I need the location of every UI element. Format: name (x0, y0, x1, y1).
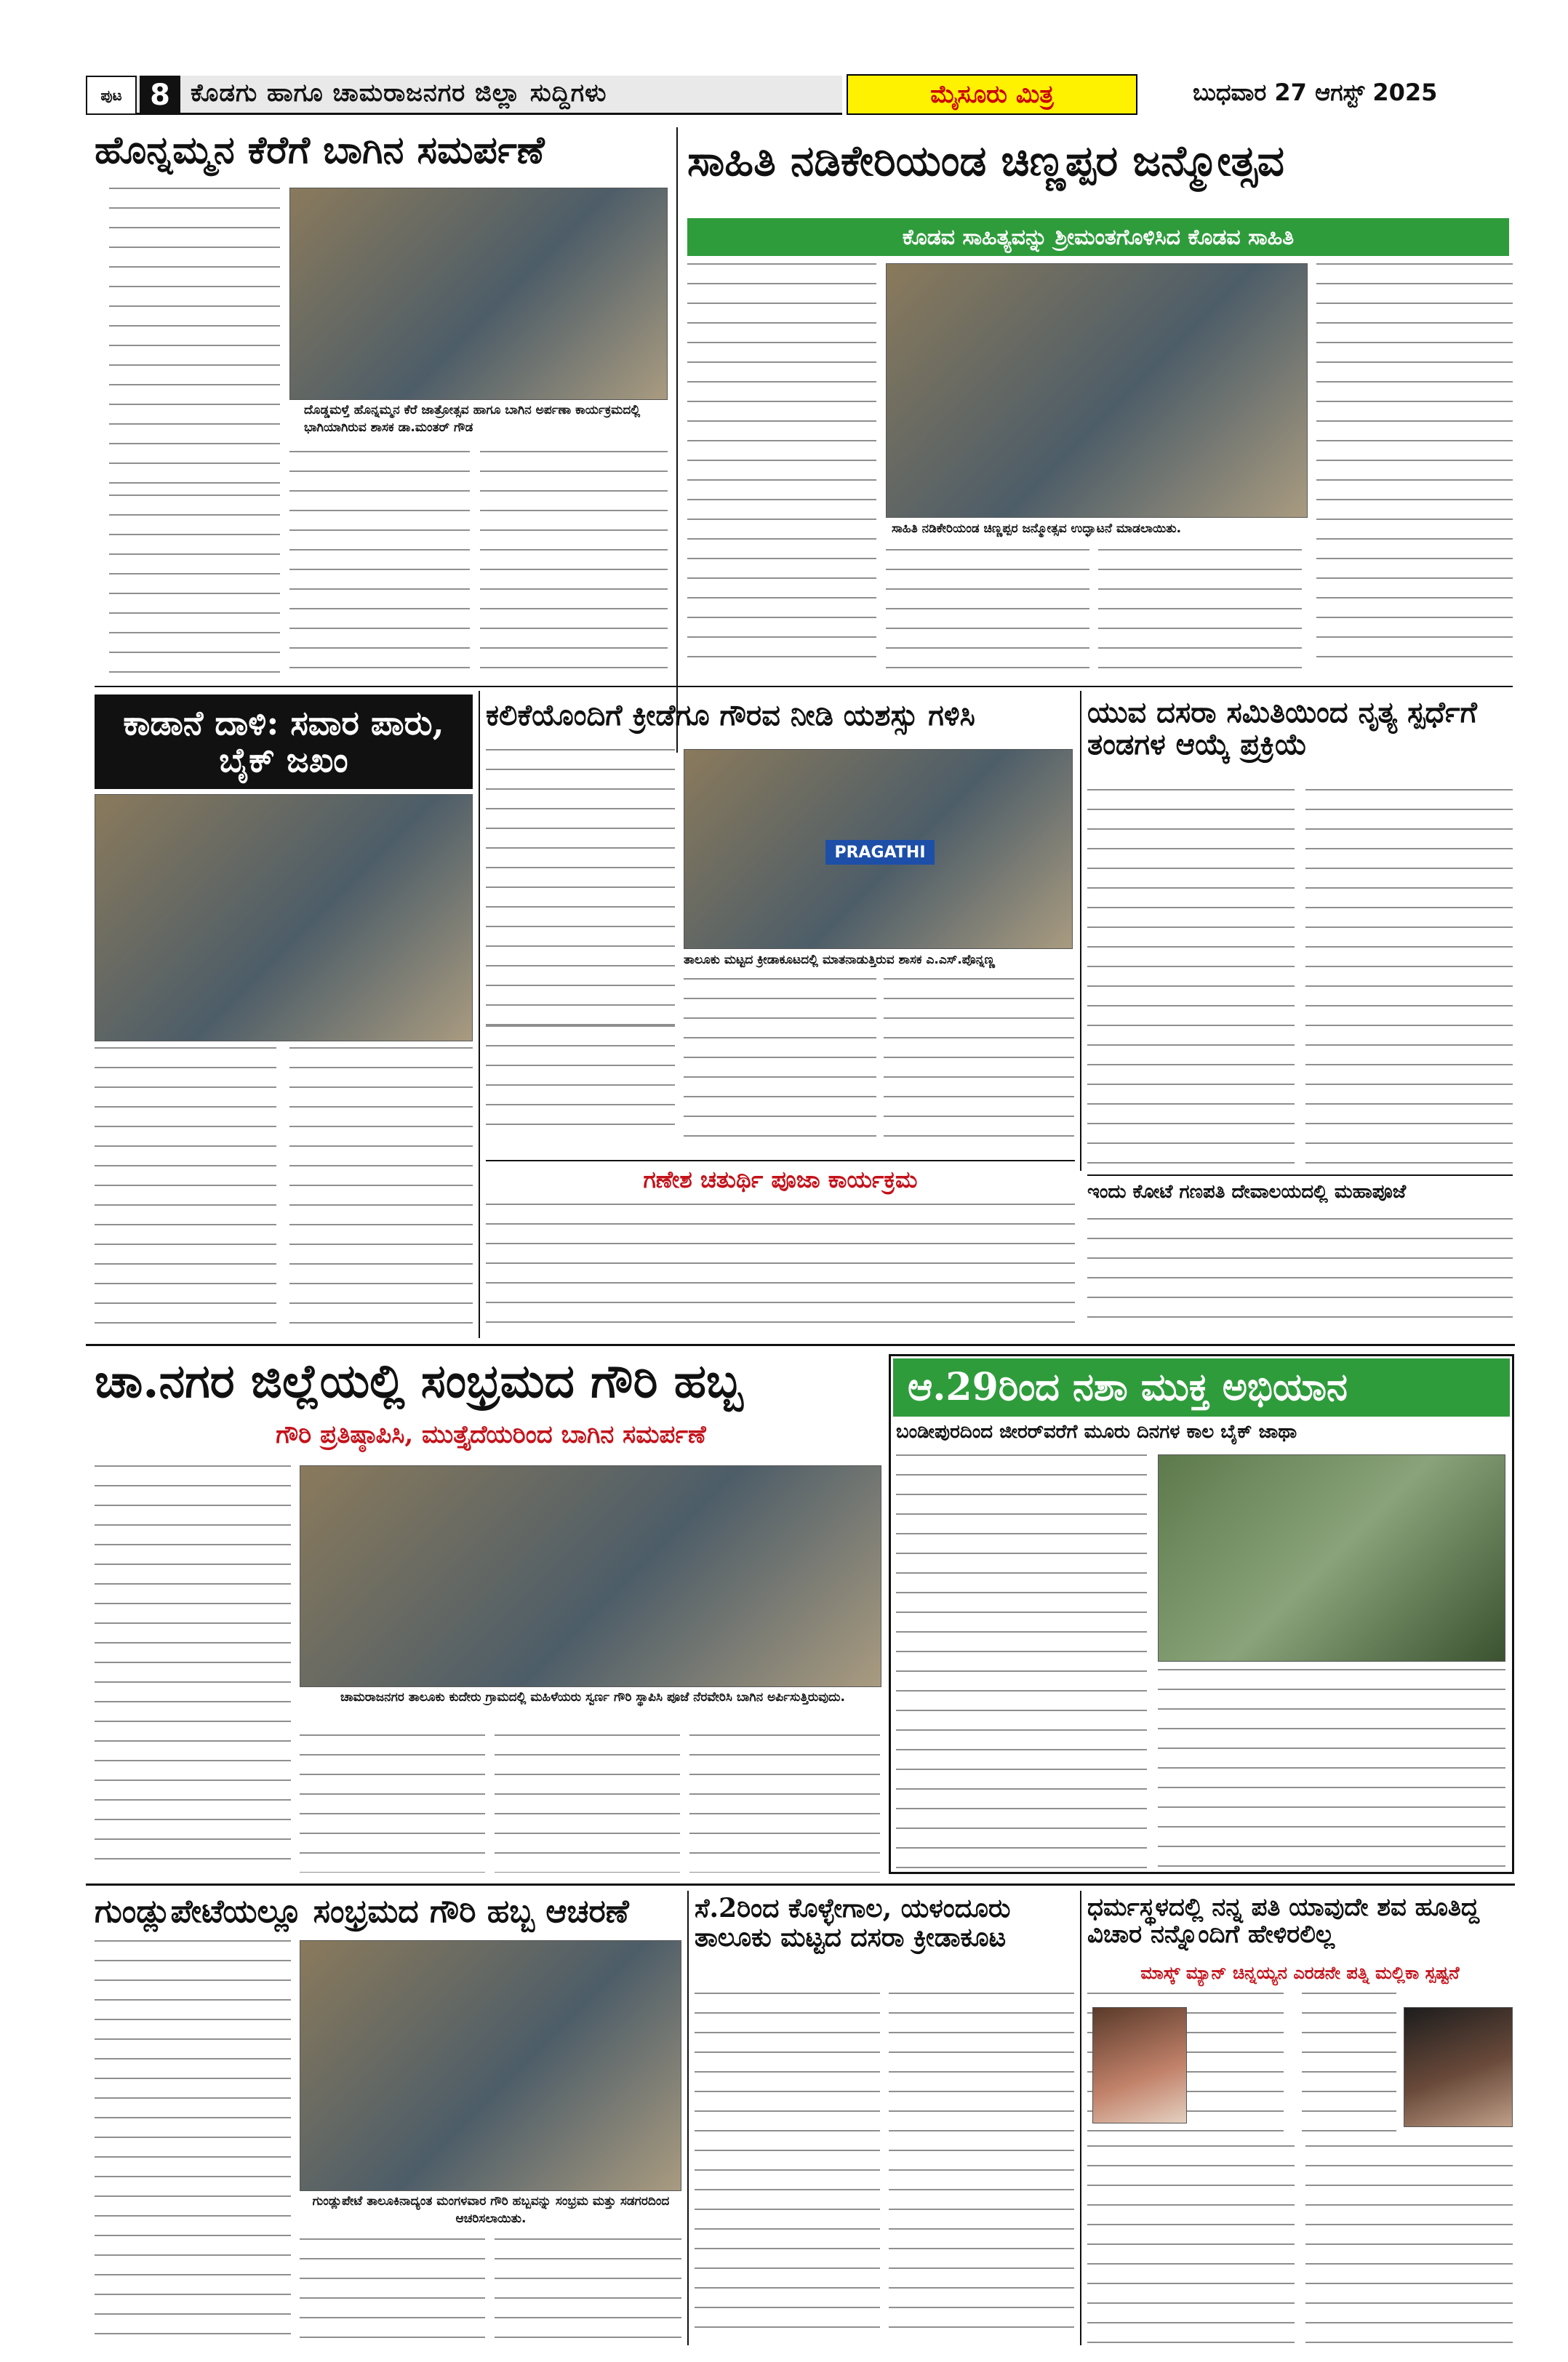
story8-subheadline: ಗೌರಿ ಪ್ರತಿಷ್ಠಾಪಿಸಿ, ಮುತ್ತೈದೆಯರಿಂದ ಬಾಗಿನ ಸಮರ್ಪಣೆ (276, 1420, 706, 1449)
story10-photo (300, 1940, 681, 2191)
story5-text-col2 (1305, 789, 1513, 1167)
divider (1087, 1174, 1513, 1176)
story11-text-col2 (889, 1993, 1074, 2344)
divider (1080, 1891, 1081, 2345)
story4-headline: ಕಲಿಕೆಯೊಂದಿಗೆ ಕ್ರೀಡೆಗೂ ಗೌರವ ನೀಡಿ ಯಶಸ್ಸು ಗಳಿಸಿ (486, 698, 975, 732)
story8-text-col3 (495, 1734, 680, 1873)
story10-headline: ಗುಂಡ್ಲುಪೇಟೆಯಲ್ಲೂ ಸಂಭ್ರಮದ ಗೌರಿ ಹಬ್ಬ ಆಚರಣೆ (95, 1893, 629, 1930)
story3-text-col1 (95, 1047, 276, 1338)
story5-headline: ಯುವ ದಸರಾ ಸಮಿತಿಯಿಂದ ನೃತ್ಯ ಸ್ಪರ್ಧೆಗೆ ತಂಡಗಳ ಆಯ್ಕೆ ಪ್ರಕ್ರಿಯೆ (1087, 695, 1477, 761)
story1-caption: ದೊಡ್ಡಮಳ್ತೆ ಹೊನ್ನಮ್ಮನ ಕೆರೆ ಜಾತ್ರೋತ್ಸವ ಹಾಗೂ ಬಾಗಿನ ಅರ್ಪಣಾ ಕಾರ್ಯಕ್ರಮದಲ್ಲಿ ಭಾಗಿಯಾಗಿರುವ ಶಾಸಕ ಡಾ.ಮಂತರ್ ಗೌಡ (304, 401, 660, 442)
page-number: 8 (140, 76, 180, 115)
divider (486, 1160, 1075, 1161)
story6-headline: ಗಣೇಶ ಚತುರ್ಥಿ ಪೂಜಾ ಕಾರ್ಯಕ್ರಮ (643, 1166, 918, 1193)
section-title: ಕೊಡಗು ಹಾಗೂ ಚಾಮರಾಜನಗರ ಜಿಲ್ಲಾ ಸುದ್ದಿಗಳು (191, 79, 607, 108)
story8-text-col1 (95, 1465, 291, 1873)
story2-text-col1 (687, 263, 876, 670)
divider (86, 1344, 1515, 1346)
story5-text-col1 (1087, 789, 1295, 1167)
story12-text-col3 (1087, 2145, 1295, 2344)
story8-text-col4 (689, 1734, 880, 1873)
story11-headline: ಸೆ.2ರಿಂದ ಕೊಳ್ಳೇಗಾಲ, ಯಳಂದೂರು ತಾಲೂಕು ಮಟ್ಟದ ದಸರಾ ಕ್ರೀಡಾಕೂಟ (695, 1893, 1011, 1953)
story4-text-col3 (884, 978, 1074, 1153)
story4-banner: PRAGATHI (825, 840, 935, 865)
issue-date: ಬುಧವಾರ 27 ಆಗಸ್ಟ್ 2025 (1193, 79, 1438, 106)
story1-photo (289, 188, 668, 400)
story1-text-col2 (289, 451, 470, 684)
divider (95, 686, 1513, 687)
story10-caption: ಗುಂಡ್ಲುಪೇಟೆ ತಾಲೂಕಿನಾದ್ಯಂತ ಮಂಗಳವಾರ ಗೌರಿ ಹಬ್ಬವನ್ನು ಸಂಭ್ರಮ ಮತ್ತು ಸಡಗರದಿಂದ ಆಚರಿಸಲಾಯಿತು. (305, 2193, 676, 2233)
divider (676, 127, 678, 753)
story1-text-col1 (109, 188, 280, 489)
story4-text-col1b (486, 1025, 675, 1134)
page-label: ಪುಟ (86, 76, 137, 115)
story3-photo (95, 794, 473, 1041)
story2-text-col3 (1098, 549, 1302, 669)
story10-text-col1 (95, 1940, 291, 2344)
story12-text-col4 (1305, 2145, 1513, 2344)
story1-text-col3 (480, 451, 668, 684)
story9-photo (1158, 1454, 1505, 1662)
story4-text-col1 (486, 749, 675, 1025)
story9-text-col1 (896, 1454, 1147, 1869)
story9-text-col2 (1158, 1669, 1505, 1869)
divider (86, 1883, 1515, 1886)
masthead-logo: ಮೈಸೂರು ಮಿತ್ರ (847, 74, 1137, 115)
story9-headline: ಆ.29ರಿಂದ ನಶಾ ಮುಕ್ತ ಅಭಿಯಾನ (893, 1358, 1510, 1417)
story1-text-col1b (109, 495, 280, 684)
story12-photo-left (1092, 2007, 1187, 2123)
story7-headline: ಇಂದು ಕೋಟೆ ಗಣಪತಿ ದೇವಾಲಯದಲ್ಲಿ ಮಹಾಪೂಜೆ (1087, 1181, 1407, 1203)
story12-text-col2 (1302, 1993, 1396, 2138)
divider (1080, 691, 1081, 1171)
divider (479, 691, 480, 1338)
story8-caption: ಚಾಮರಾಜನಗರ ತಾಲೂಕು ಕುದೇರು ಗ್ರಾಮದಲ್ಲಿ ಮಹಿಳೆಯರು ಸ್ವರ್ಣ ಗೌರಿ ಸ್ಥಾಪಿಸಿ ಪೂಜೆ ನೆರವೇರಿಸಿ ಬಾಗಿನ ಅರ್ಪಿಸುತ್ತಿರುವುದು. (313, 1689, 873, 1729)
story8-photo (300, 1465, 881, 1687)
story4-text-col2 (684, 978, 876, 1153)
story8-text-col2 (300, 1734, 485, 1873)
story12-photo-right (1404, 2007, 1513, 2127)
story2-caption: ಸಾಹಿತಿ ನಡಿಕೇರಿಯಂಡ ಚಿಣ್ಣಪ್ಪರ ಜನ್ಮೋತ್ಸವ ಉದ್ಘಾಟನೆ ಮಾಡಲಾಯಿತು. (892, 520, 1306, 542)
story2-headline: ಸಾಹಿತಿ ನಡಿಕೇರಿಯಂಡ ಚಿಣ್ಣಪ್ಪರ ಜನ್ಮೋತ್ಸವ (687, 136, 1285, 185)
story3-headline: ಕಾಡಾನೆ ದಾಳಿ: ಸವಾರ ಪಾರು, ಬೈಕ್ ಜಖಂ (95, 694, 473, 789)
story4-caption: ತಾಲೂಕು ಮಟ್ಟದ ಕ್ರೀಡಾಕೂಟದಲ್ಲಿ ಮಾತನಾಡುತ್ತಿರುವ ಶಾಸಕ ಎ.ಎಸ್.ಪೊನ್ನಣ್ಣ (684, 951, 1073, 973)
story11-text-col1 (695, 1993, 880, 2344)
story6-text (486, 1204, 1075, 1334)
story10-text-col2 (300, 2238, 485, 2344)
story3-text-col2 (289, 1047, 473, 1338)
story1-headline: ಹೊನ್ನಮ್ಮನ ಕೆರೆಗೆ ಬಾಗಿನ ಸಮರ್ಪಣೆ (95, 128, 545, 172)
story12-subheadline: ಮಾಸ್ಕ್ ಮ್ಯಾನ್ ಚಿನ್ನಯ್ಯನ ಎರಡನೇ ಪತ್ನಿ ಮಲ್ಲಿಕಾ ಸ್ಪಷ್ಟನೆ (1140, 1962, 1460, 1983)
story2-subheadline: ಕೊಡವ ಸಾಹಿತ್ಯವನ್ನು ಶ್ರೀಮಂತಗೊಳಿಸಿದ ಕೊಡವ ಸಾಹಿತಿ (687, 218, 1509, 256)
story2-photo (886, 263, 1308, 518)
story2-text-col4 (1316, 263, 1513, 669)
story2-text-col2 (886, 549, 1089, 669)
story12-headline: ಧರ್ಮಸ್ಥಳದಲ್ಲಿ ನನ್ನ ಪತಿ ಯಾವುದೇ ಶವ ಹೂತಿದ್ದ ವಿಚಾರ ನನ್ನೊಂದಿಗೆ ಹೇಳಿರಲಿಲ್ಲ (1087, 1893, 1479, 1950)
divider (687, 1891, 689, 2345)
story8-headline: ಚಾ.ನಗರ ಜಿಲ್ಲೆಯಲ್ಲಿ ಸಂಭ್ರಮದ ಗೌರಿ ಹಬ್ಬ (95, 1354, 743, 1409)
story7-text (1087, 1218, 1513, 1334)
story9-subheadline: ಬಂಡೀಪುರದಿಂದ ಜೀರರ್‌ವರೆಗೆ ಮೂರು ದಿನಗಳ ಕಾಲ ಬೈಕ್ ಜಾಥಾ (896, 1421, 1297, 1443)
story10-text-col3 (495, 2238, 681, 2344)
story12-text-col1b (1196, 1993, 1284, 2138)
